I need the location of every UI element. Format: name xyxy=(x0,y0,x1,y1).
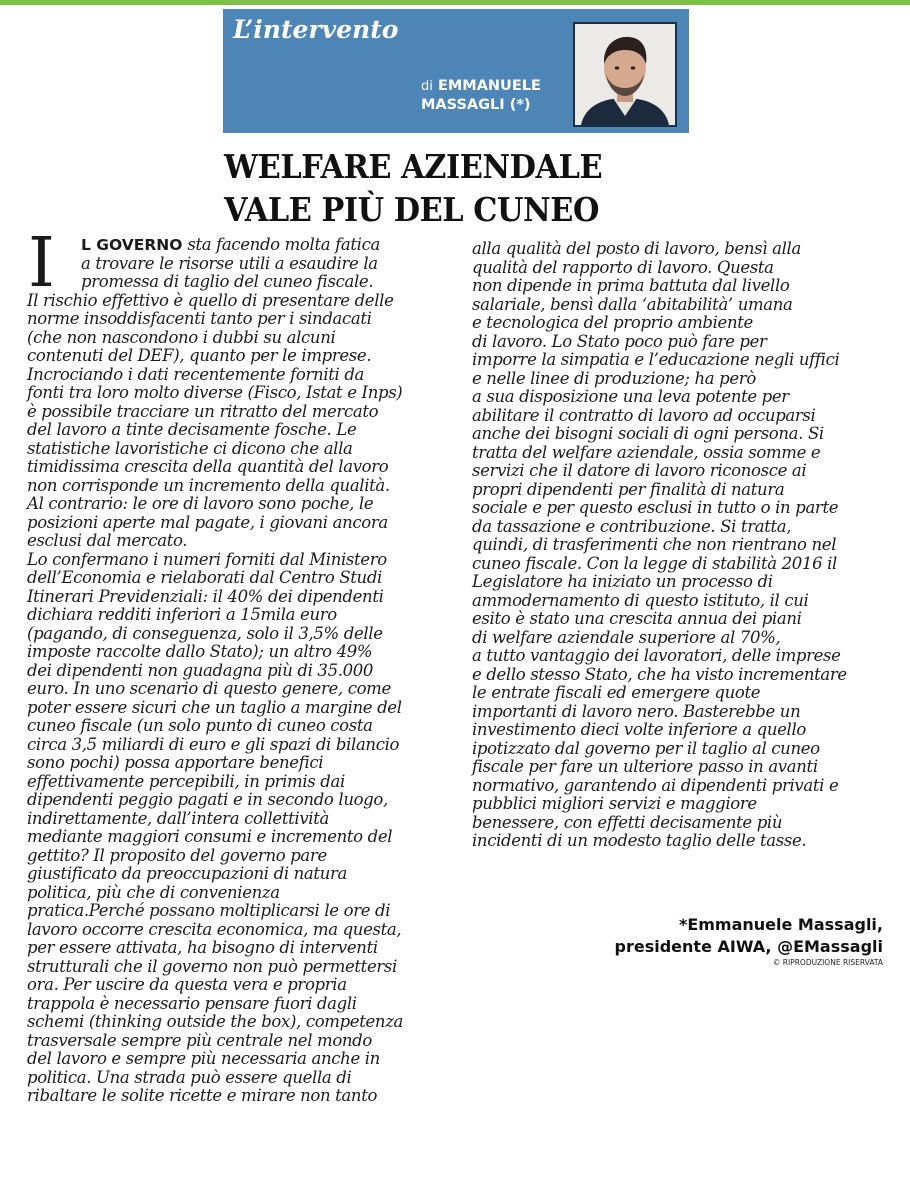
article-line: anche dei bisogni sociali di ogni persona. Si xyxy=(472,424,824,443)
article-line: strutturali che il governo non può permettersi xyxy=(27,956,397,976)
article-line: schemi (thinking outside the box), competenza xyxy=(27,1012,404,1031)
article-line: mediante maggiori consumi e incremento del xyxy=(27,827,393,846)
article-line: tratta del welfare aziendale, ossia somme e xyxy=(472,442,821,462)
article-line: qualità del rapporto di lavoro. Questa xyxy=(472,257,774,277)
article-line: Legislatore ha iniziato un processo di xyxy=(472,572,773,591)
headline-line: WELFARE AZIENDALE xyxy=(224,147,603,186)
article-line: a sua disposizione una leva potente per xyxy=(472,387,789,406)
article-line: pratica.Perché possano moltiplicarsi le ore di xyxy=(27,901,391,920)
article-line: esito è stato una crescita annua dei piani xyxy=(472,609,802,628)
article-line: è possibile tracciare un ritratto del mercato xyxy=(27,401,379,421)
article-line: investimento dieci volte inferiore a quello xyxy=(472,720,806,739)
article-line: Al contrario: le ore di lavoro sono poche, le xyxy=(27,494,374,513)
article-line: ribaltare le solite ricette e mirare non tanto xyxy=(27,1086,378,1105)
article-line: servizi che il datore di lavoro riconosce ai xyxy=(472,461,807,480)
article-column-right xyxy=(472,240,892,851)
article-line: del lavoro e sempre più necessaria anche in xyxy=(27,1049,380,1068)
article-column-left xyxy=(27,224,467,1106)
article-line: Il rischio effettivo è quello di presentare delle xyxy=(27,290,394,310)
signature-name: *Emmanuele Massagli, xyxy=(678,915,883,934)
article-line: a tutto vantaggio dei lavoratori, delle imprese xyxy=(472,646,841,665)
lead-line: a trovare le risorse utili a esaudire la xyxy=(81,253,378,273)
article-line: Incrociando i dati recentemente forniti da xyxy=(27,364,365,384)
top-rule xyxy=(0,0,910,5)
article-line: sono pochi) possa apportare benefici xyxy=(27,753,324,772)
article-line: e tecnologica del proprio ambiente xyxy=(472,313,753,332)
article-line: le entrate fiscali ed emergere quote xyxy=(472,683,761,702)
article-line: di welfare aziendale superiore al 70%, xyxy=(472,627,781,647)
article-line: ipotizzato dal governo per il taglio al cuneo xyxy=(472,738,820,758)
article-line: esclusi dal mercato. xyxy=(27,531,188,550)
article-line: trappola è necessario pensare fuori dagli xyxy=(27,993,357,1013)
article-line: fiscale per fare un ulteriore passo in avanti xyxy=(472,757,818,776)
lead-line xyxy=(27,236,467,255)
article-line: importanti di lavoro nero. Basterebbe un xyxy=(472,701,801,721)
article-line: contenuti del DEF), quanto per le imprese. xyxy=(27,346,372,365)
article-line: quindi, di trasferimenti che non rientrano nel xyxy=(472,535,837,554)
article-line: Itinerari Previdenziali: il 40% dei dipendenti xyxy=(27,586,384,606)
signature-role: presidente AIWA, @EMassagli xyxy=(614,937,883,956)
byline xyxy=(421,77,563,115)
article-line: (pagando, di conseguenza, solo il 3,5% delle xyxy=(27,623,383,643)
article-line: salariale, bensì dalla ‘abitabilità’ umana xyxy=(472,294,793,314)
byline-name-first: EMMANUELE xyxy=(437,78,541,94)
article-line: posizioni aperte mal pagate, i giovani ancora xyxy=(27,512,388,532)
drop-cap: I xyxy=(28,224,55,303)
left-body xyxy=(27,292,467,1106)
article-line: e dello stesso Stato, che ha visto incrementare xyxy=(472,664,847,684)
article-line: cuneo fiscale (un solo punto di cuneo costa xyxy=(27,716,373,735)
article-line: politica. Una strada può essere quella di xyxy=(27,1067,352,1087)
byline-name-second: MASSAGLI (*) xyxy=(421,97,531,113)
section-banner xyxy=(223,9,689,133)
article-line: incidenti di un modesto taglio delle tasse. xyxy=(472,831,807,850)
copyright-notice: © RIPRODUZIONE RISERVATA xyxy=(772,958,883,967)
article-line: abilitare il contratto di lavoro ad occuparsi xyxy=(472,405,816,425)
article-line: poter essere sicuri che un taglio a margine del xyxy=(27,697,402,717)
article-line: dipendenti peggio pagati e in secondo luogo, xyxy=(27,790,388,809)
byline-prefix: di xyxy=(421,79,433,94)
article-line: lavoro occorre crescita economica, ma questa, xyxy=(27,919,402,939)
lead-line: promessa di taglio del cuneo fiscale. xyxy=(81,272,374,291)
article-line: trasversale sempre più centrale nel mondo xyxy=(27,1030,372,1050)
article-line: sociale e per questo esclusi in tutto o in parte xyxy=(472,498,839,517)
article-line: Lo confermano i numeri forniti dal Ministero xyxy=(27,549,387,569)
article-line: non corrisponde un incremento della qualità. xyxy=(27,475,390,495)
article-line: politica, più che di convenienza xyxy=(27,882,280,902)
article-line: circa 3,5 miliardi di euro e gli spazi di bilancio xyxy=(27,734,400,754)
article-line: dichiara redditi inferiori a 15mila euro xyxy=(27,605,337,624)
article-line: da tassazione e contribuzione. Si tratta, xyxy=(472,516,792,536)
article-line: per essere attivata, ha bisogno di interventi xyxy=(27,938,378,957)
article-line: imposte raccolte dallo Stato); un altro 49% xyxy=(27,642,373,661)
article-line: non dipende in prima battuta dal livello xyxy=(472,276,790,295)
article-line: alla qualità del posto di lavoro, bensì alla xyxy=(472,239,801,258)
article-line: imporre la simpatia e l’educazione negli uffici xyxy=(472,350,840,369)
article-line: timidissima crescita della quantità del lavoro xyxy=(27,457,389,476)
article-line: (che non nascondono i dubbi su alcuni xyxy=(27,327,336,347)
article-line: statistiche lavoristiche ci dicono che alla xyxy=(27,438,353,458)
author-signature xyxy=(615,914,883,958)
article-line: fonti tra loro molto diverse (Fisco, Istat e Inps) xyxy=(27,383,403,402)
headline-line: VALE PIÙ DEL CUNEO xyxy=(224,190,599,229)
article-line: gettito? Il proposito del governo pare xyxy=(27,845,327,865)
article-line: e nelle linee di produzione; ha però xyxy=(472,368,756,388)
article-line: effettivamente percepibili, in primis dai xyxy=(27,771,345,791)
article-line: dell’Economia e rielaborati dal Centro Studi xyxy=(27,568,382,587)
author-portrait-icon xyxy=(575,24,675,125)
section-title: L’intervento xyxy=(233,15,399,44)
article-line: cuneo fiscale. Con la legge di stabilità 2016 il xyxy=(472,553,837,573)
author-portrait xyxy=(573,22,677,127)
article-line: propri dipendenti per finalità di natura xyxy=(472,479,785,499)
right-body xyxy=(472,240,892,851)
article-line: del lavoro a tinte decisamente fosche. Le xyxy=(27,420,357,439)
article-line: euro. In uno scenario di questo genere, come xyxy=(27,679,391,698)
article-line: indirettamente, dall’intera collettività xyxy=(27,808,329,828)
article-line: giustificato da preoccupazioni di natura xyxy=(27,864,347,883)
article-line: di lavoro. Lo Stato poco può fare per xyxy=(472,331,767,351)
article-line: norme insoddisfacenti tanto per i sindacati xyxy=(27,309,372,328)
lead-text: sta facendo molta fatica xyxy=(187,235,380,254)
lead-bold: L GOVERNO xyxy=(81,236,183,254)
article-line: normativo, garantendo ai dipendenti privati e xyxy=(472,775,839,795)
article-line: dei dipendenti non guadagna più di 35.000 xyxy=(27,660,374,680)
article-line: ammodernamento di questo istituto, il cui xyxy=(472,590,809,610)
article-headline xyxy=(224,145,666,231)
article-line: pubblici migliori servizi e maggiore xyxy=(472,794,757,813)
article-line: ora. Per uscire da questa vera e propria xyxy=(27,975,347,994)
article-line: benessere, con effetti decisamente più xyxy=(472,812,783,832)
